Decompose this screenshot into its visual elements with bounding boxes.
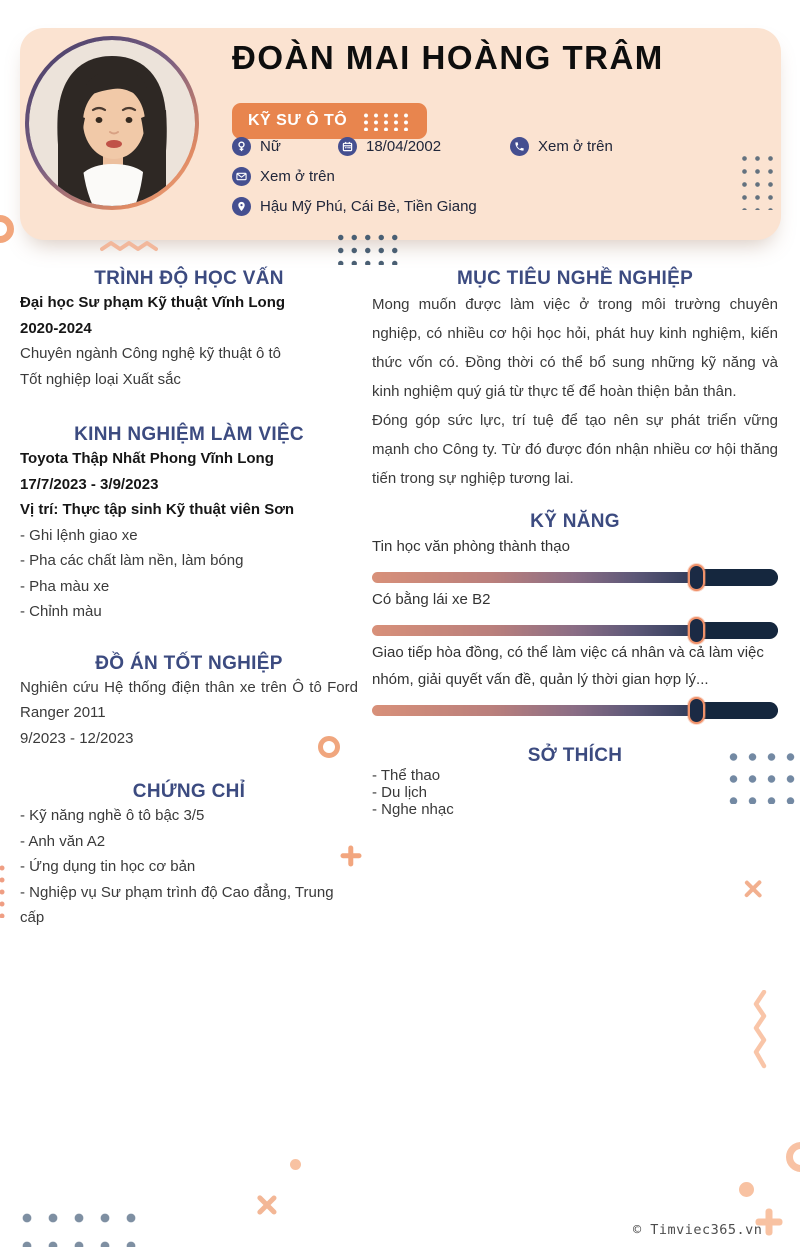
project-title: ĐỒ ÁN TỐT NGHIỆP: [95, 652, 283, 674]
badge-dots-decoration: [361, 111, 411, 131]
experience-period: 17/7/2023 - 3/9/2023: [20, 475, 159, 493]
experience-position: Vị trí: Thực tập sinh Kỹ thuật viên Sơn: [20, 501, 295, 518]
skill-slider-thumb[interactable]: [688, 617, 705, 644]
education-major: Chuyên ngành Công nghệ kỹ thuật ô tô: [20, 345, 282, 362]
contact-address-value: Hậu Mỹ Phú, Cái Bè, Tiền Giang: [260, 198, 477, 215]
certificates-title: CHỨNG CHỈ: [132, 781, 246, 802]
location-icon: [232, 197, 251, 216]
skill-slider: [372, 622, 778, 639]
gender-icon: [232, 137, 251, 156]
experience-company: Toyota Thập Nhất Phong Vĩnh Long: [20, 450, 274, 467]
phone-icon: [510, 137, 529, 156]
contact-email: [232, 167, 335, 186]
skill-slider-filled-segment: [697, 569, 778, 586]
objective-paragraph: Đóng góp sức lực, trí tuệ để tạo nên sự phát triển vững mạnh cho Công ty. Từ đó được đón nhận nhiều cơ hội thăng tiến trong sự nghiệp tương lai.: [372, 412, 778, 487]
dots-decoration-certificates-edge: [0, 862, 5, 918]
mail-icon: [232, 167, 251, 186]
calendar-icon: [338, 137, 357, 156]
zigzag-decoration-vertical: [753, 990, 768, 1070]
skill-item: [372, 533, 778, 586]
objective-title: MỤC TIÊU NGHỀ NGHIỆP: [456, 268, 694, 289]
hobby-item: - Du lịch: [372, 784, 428, 801]
education-grade: Tốt nghiệp loại Xuất sắc: [20, 370, 181, 388]
experience-duty: - Pha màu xe: [20, 577, 110, 595]
project-description: Nghiên cứu Hệ thống điện thân xe trên Ô tô Ford Ranger 2011: [20, 678, 358, 721]
project-period: 9/2023 - 12/2023: [20, 729, 134, 747]
skill-label: Tin học văn phòng thành thạo: [372, 538, 570, 555]
zigzag-decoration-horizontal: [100, 240, 158, 253]
dot-decoration-bottom-mid: [290, 1159, 301, 1170]
skills-title: KỸ NĂNG: [530, 511, 620, 532]
ring-decoration-bottom-right: [786, 1142, 800, 1172]
hobbies-title: SỞ THÍCH: [527, 745, 623, 766]
hobby-item: - Nghe nhạc: [372, 801, 454, 818]
skill-item: [372, 639, 778, 719]
skill-label: Có bằng lái xe B2: [372, 591, 491, 608]
dot-decoration-bottom-right: [739, 1182, 754, 1197]
skill-slider-filled-segment: [697, 622, 778, 639]
contact-gender-value: Nữ: [260, 138, 281, 155]
skill-label: Giao tiếp hòa đồng, có thể làm việc cá nhân và cả làm việc nhóm, giải quyết vấn đề, quản lý thời gian hợp lý...: [372, 644, 764, 688]
experience-duty: - Chỉnh màu: [20, 603, 102, 620]
skill-slider: [372, 702, 778, 719]
contact-address: [232, 197, 477, 216]
contact-birthday: [338, 137, 441, 156]
dots-grid-decoration-bottom-left: [12, 1202, 140, 1247]
watermark: © Timviec365.vn: [633, 1222, 763, 1238]
contact-phone-value: Xem ở trên: [538, 138, 613, 155]
right-column: [372, 256, 778, 818]
education-title: TRÌNH ĐỘ HỌC VẤN: [94, 268, 284, 289]
contact-phone: [510, 137, 613, 156]
skill-slider-thumb[interactable]: [688, 564, 705, 591]
contact-email-value: Xem ở trên: [260, 168, 335, 185]
profile-photo: [25, 36, 199, 210]
skill-item: [372, 586, 778, 639]
experience-duty: - Pha các chất làm nền, làm bóng: [20, 552, 244, 569]
skill-slider-thumb[interactable]: [688, 697, 705, 724]
objective-paragraph: Mong muốn được làm việc ở trong môi trường chuyên nghiệp, có nhiều cơ hội học hỏi, phát huy kinh nghiệm, kiến thức vốn có. Đồng thời có thể bổ sung những kỹ năng và kinh nghiệm quý giá từ thực tế để hoàn thiện bản thân.: [372, 296, 778, 400]
x-decoration-bottom-left: [256, 1194, 277, 1215]
job-title: KỸ SƯ Ô TÔ: [248, 112, 348, 129]
contact-gender: [232, 137, 281, 156]
certificate-item: - Kỹ năng nghề ô tô bậc 3/5: [20, 807, 205, 824]
contact-birthday-value: 18/04/2002: [366, 138, 442, 155]
left-column: [20, 256, 358, 931]
x-decoration-hobbies: [744, 880, 762, 898]
hobby-item: - Thể thao: [372, 767, 441, 784]
experience-title: KINH NGHIỆM LÀM VIỆC: [74, 424, 304, 445]
certificate-item: - Ứng dụng tin học cơ bản: [20, 858, 196, 875]
ring-decoration-left: [0, 215, 14, 243]
candidate-name: ĐOÀN MAI HOÀNG TRÂM: [232, 39, 664, 76]
skill-slider-filled-segment: [697, 702, 778, 719]
avatar: [29, 40, 195, 206]
job-title-badge: [232, 103, 427, 139]
experience-duty: - Ghi lệnh giao xe: [20, 526, 138, 544]
certificate-item: - Anh văn A2: [20, 832, 106, 850]
header-dots-decoration: [736, 150, 773, 210]
education-school: Đại học Sư phạm Kỹ thuật Vĩnh Long: [20, 294, 286, 311]
education-years: 2020-2024: [20, 319, 92, 337]
certificate-item: - Nghiệp vụ Sư phạm trình độ Cao đẳng, Trung cấp: [20, 883, 334, 926]
skill-slider: [372, 569, 778, 586]
header-card: [20, 28, 781, 240]
